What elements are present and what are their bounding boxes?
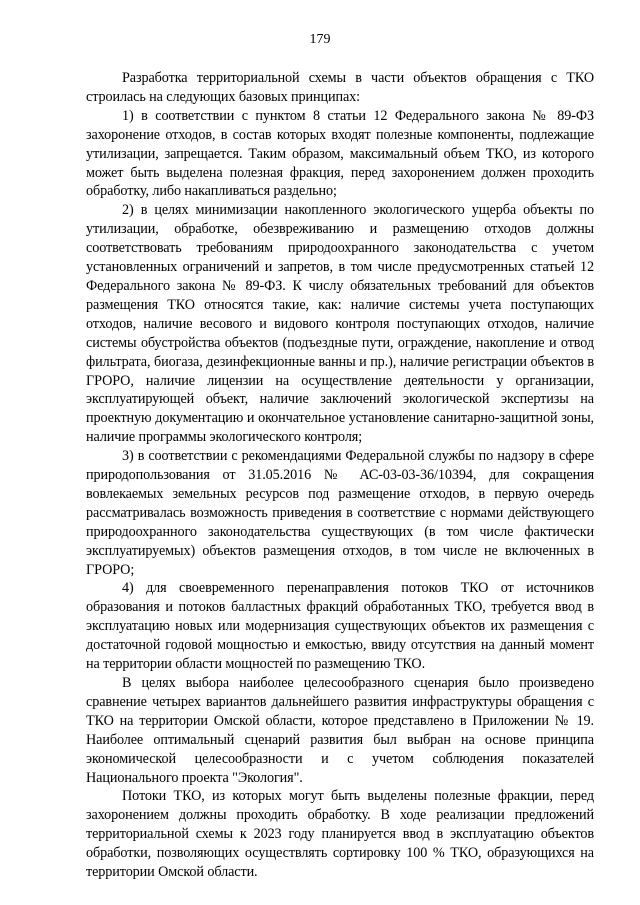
scenario-paragraph: В целях выбора наиболее целесообразного сценария было произведено сравнение четырех вариантов дальнейшего развития инфраструктуры обращения с ТКО на территории Омской области, которое представлено в Приложении № 19. Наиболее оптимальный сценарий развития был выбран на основе принципа экономической целесообразности и с учетом соблюдения показателей Национального проекта "Экология".	[86, 675, 594, 786]
principle-4-paragraph: 4) для своевременного перенаправления потоков ТКО от источников образования и потоков балластных фракций обработанных ТКО, требуется ввод в эксплуатацию новых или модернизация существующих объектов их размещения с достаточной годовой мощностью и емкостью, ввиду отсутствия на данный момент на территории области мощностей по размещению ТКО.	[86, 580, 594, 673]
page-number: 179	[309, 32, 331, 47]
principle-1-paragraph: 1) в соответствии с пунктом 8 статьи 12 Федерального закона № 89-ФЗ захоронение отходов, в состав которых входят полезные компоненты, подлежащие утилизации, запрещается. Таким образом, максимальный объем ТКО, из которого может быть выделена полезная фракция, перед захоронением должен проходить обработку, либо накапливаться раздельно;	[86, 107, 594, 200]
intro-paragraph: Разработка территориальной схемы в части объектов обращения с ТКО строилась на следующих базовых принципах:	[86, 70, 594, 105]
document-body	[86, 69, 594, 882]
principle-3-paragraph: 3) в соответствии с рекомендациями Федеральной службы по надзору в сфере природопользования от 31.05.2016 № АС-03-03-36/10394, для сокращения вовлекаемых земельных ресурсов под размещение отходов, в первую очередь рассматривалась возможность приведения в соответствие с нормами действующего природоохранного законодательства существующих (в том числе фактически эксплуатируемых) объектов размещения отходов, в том числе не включенных в ГРОРО;	[86, 448, 594, 578]
conclusion-paragraph: Потоки ТКО, из которых могут быть выделены полезные фракции, перед захоронением должны проходить обработку. В ходе реализации предложений территориальной схемы к 2023 году планируется ввод в эксплуатацию объектов обработки, позволяющих осуществлять сортировку 100 % ТКО, образующихся на территории Омской области.	[86, 788, 594, 881]
principle-2-paragraph: 2) в целях минимизации накопленного экологического ущерба объекты по утилизации, обработке, обезвреживанию и размещению отходов должны соответствовать требованиям природоохранного законодательства с учетом установленных ограничений и запретов, в том числе предусмотренных статьей 12 Федерального закона № 89-ФЗ. К числу обязательных требований для объектов размещения ТКО относятся такие, как: наличие системы учета поступающих отходов, наличие весового и видового контроля поступающих отходов, наличие системы обустройства объектов (подъездные пути, ограждение, накопление и отвод фильтрата, биогаза, дезинфекционные ванны и пр.), наличие регистрации объектов в ГРОРО, наличие лицензии на осуществление деятельности у организации, эксплуатирующей объект, наличие заключений экологической экспертизы на проектную документацию и окончательное установление санитарно-защитной зоны, наличие программы экологического контроля;	[86, 202, 594, 446]
